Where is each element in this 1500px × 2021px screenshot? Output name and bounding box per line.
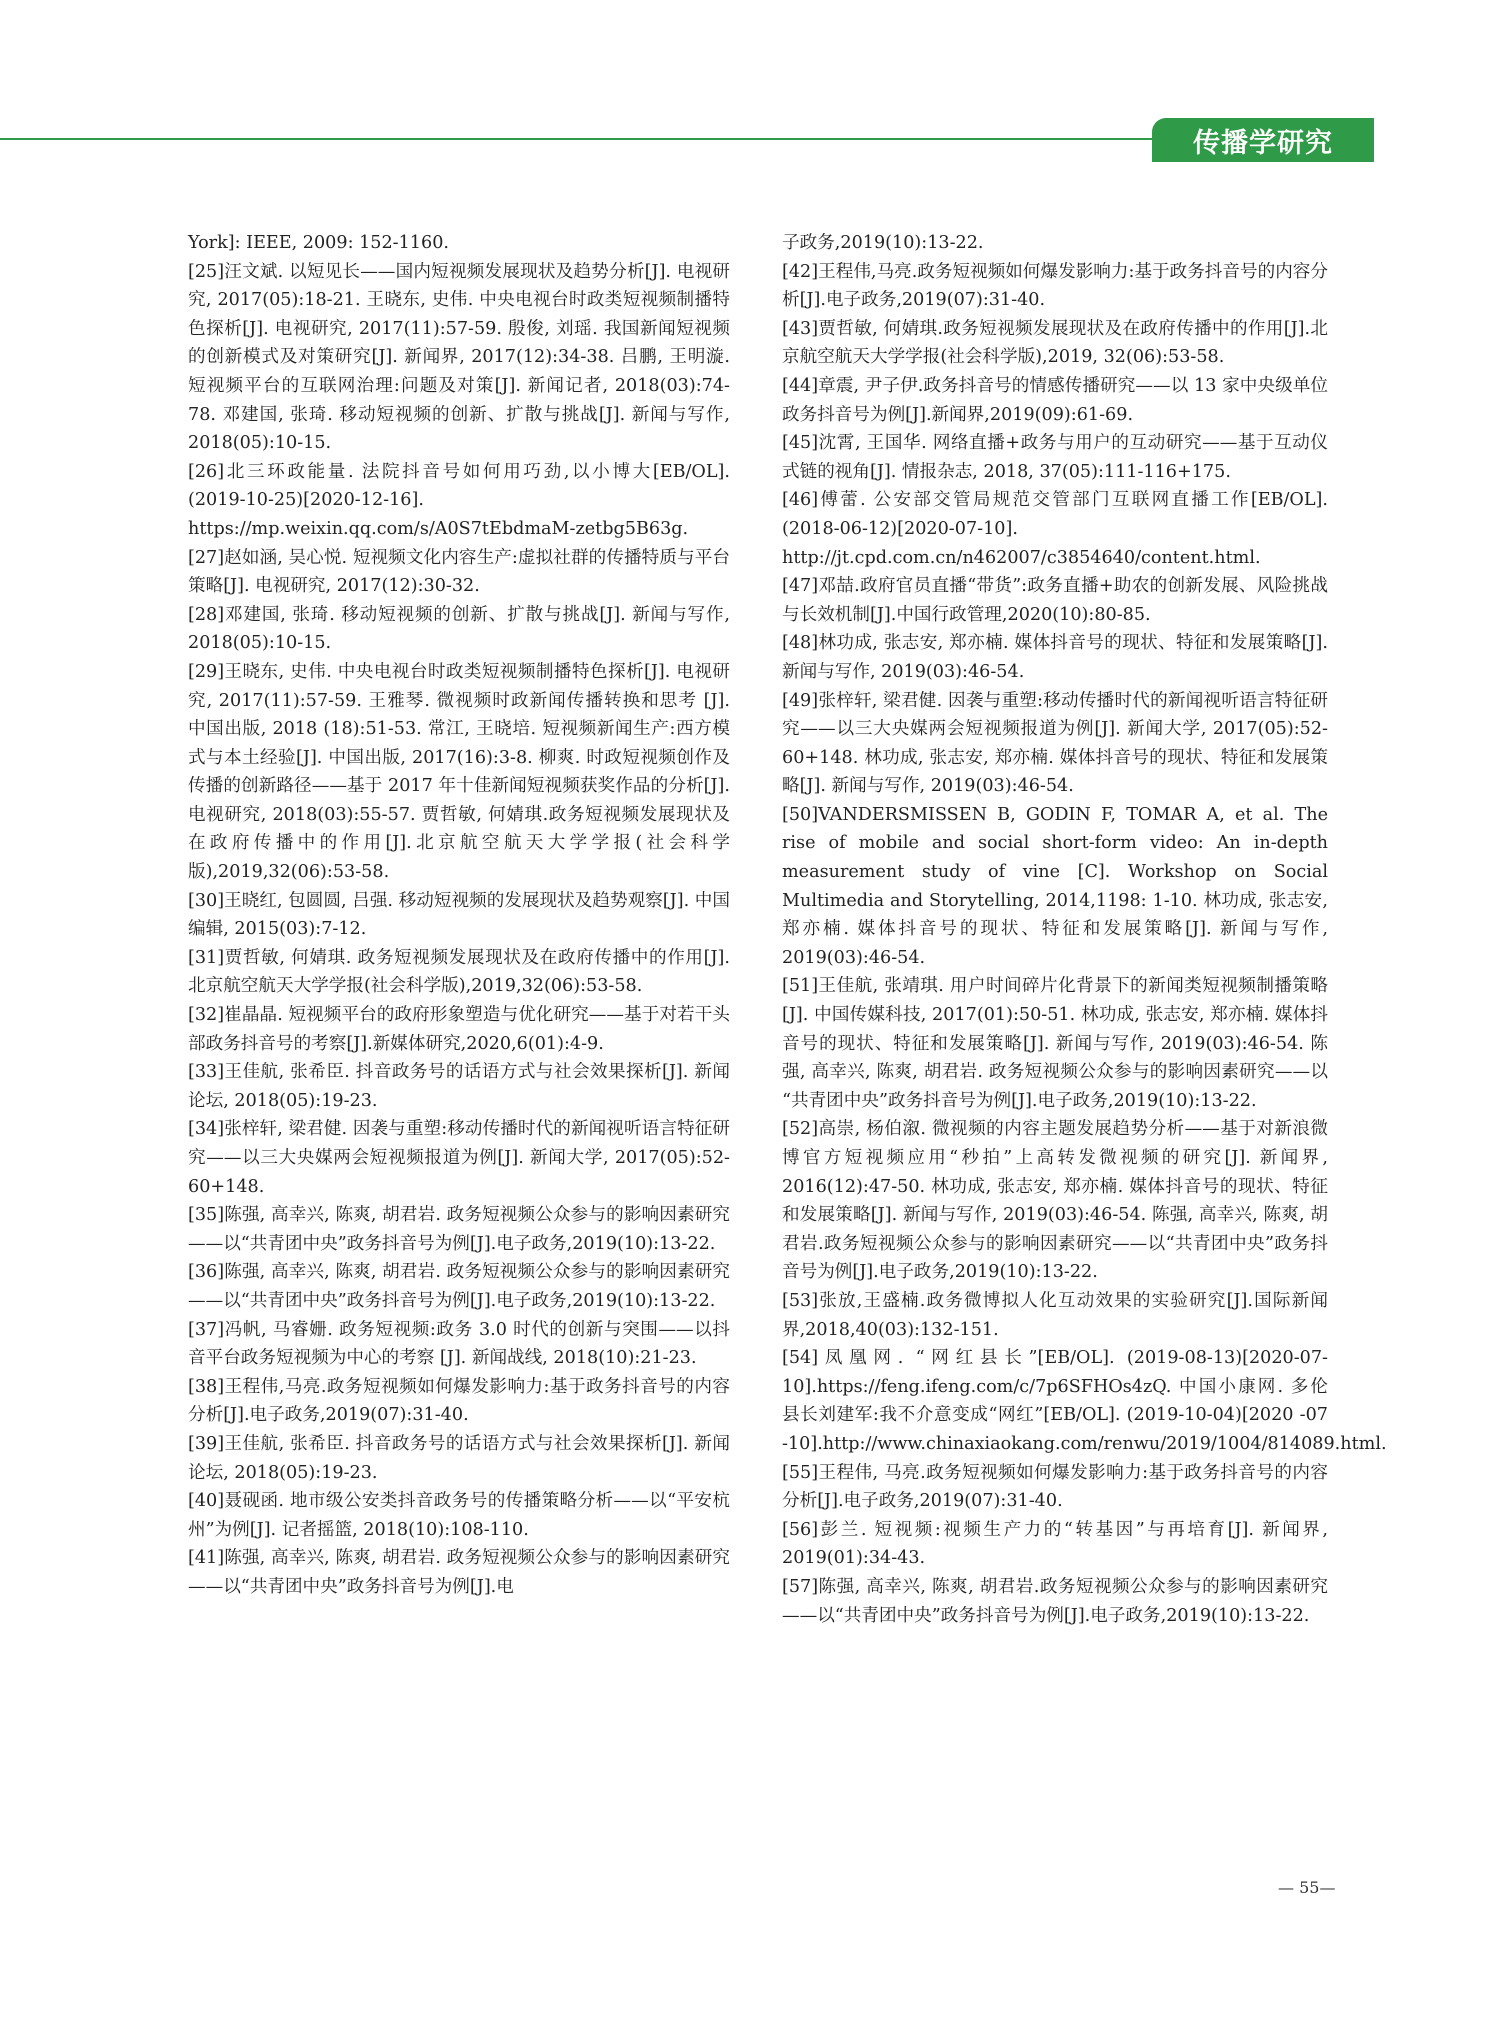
page-number: — 55— [1278, 1878, 1336, 1897]
reference-item: [38]王程伟,马亮.政务短视频如何爆发影响力:基于政务抖音号的内容分析[J].电子政务,2019(07):31-40. [188, 1376, 730, 1426]
reference-item: [33]王佳航, 张希臣. 抖音政务号的话语方式与社会效果探析[J]. 新闻论坛, 2018(05):19-23. [188, 1062, 730, 1111]
reference-item: [39]王佳航, 张希臣. 抖音政务号的话语方式与社会效果探析[J]. 新闻论坛, 2018(05):19-23. [188, 1433, 730, 1483]
reference-item: [28]邓建国, 张琦. 移动短视频的创新、扩散与挑战[J]. 新闻与写作, 2018(05):10-15. [188, 604, 730, 654]
references-left-column [188, 229, 730, 1602]
reference-item: [51]王佳航, 张靖琪. 用户时间碎片化背景下的新闻类短视频制播策略[J]. 中国传媒科技, 2017(01):50-51. 林功成, 张志安, 郑亦楠. 媒体抖音号的现状、特征和发展策略[J]. 新闻与写作, 2019(03):46-54. 陈强, 高幸兴, 陈爽, 胡君岩. 政务短视频公众参与的影响因素研究——以 “共青团中央”政务抖音号为例[J].电子政务,2019(10):13-22. [782, 976, 1328, 1111]
reference-item: [36]陈强, 高幸兴, 陈爽, 胡君岩. 政务短视频公众参与的影响因素研究——以“共青团中央”政务抖音号为例[J].电子政务,2019(10):13-22. [188, 1262, 730, 1311]
reference-item: [43]贾哲敏, 何婧琪.政务短视频发展现状及在政府传播中的作用[J].北京航空航天大学学报(社会科学版),2019, 32(06):53-58. [782, 318, 1328, 368]
reference-item: [31]贾哲敏, 何婧琪. 政务短视频发展现状及在政府传播中的作用[J].北京航空航天大学学报(社会科学版),2019,32(06):53-58. [188, 947, 730, 997]
reference-item: [44]章震, 尹子伊.政务抖音号的情感传播研究——以 13 家中央级单位政务抖音号为例[J].新闻界,2019(09):61-69. [782, 375, 1328, 425]
reference-item: [32]崔晶晶. 短视频平台的政府形象塑造与优化研究——基于对若干头部政务抖音号的考察[J].新媒体研究,2020,6(01):4-9. [188, 1005, 730, 1054]
reference-item: [50]VANDERSMISSEN B, GODIN F, TOMAR A, et al. The rise of mobile and social short-form video: An in-depth measurement study of vine [C]. Workshop on Social Multimedia and Storytelling, 2014,1198: 1-10. 林功成, 张志安,郑亦楠. 媒体抖音号的现状、特征和发展策略[J]. 新闻与写作, 2019(03):46-54. [782, 804, 1328, 968]
references-right-column [782, 229, 1387, 1630]
reference-item: [25]汪文斌. 以短见长——国内短视频发展现状及趋势分析[J]. 电视研究, 2017(05):18-21. 王晓东, 史伟. 中央电视台时政类短视频制播特色探析[J]. 电视研究, 2017(11):57-59. 殷俊, 刘瑶. 我国新闻短视频的创新模式及对策研究[J]. 新闻界, 2017(12):34-38. 吕鹏, 王明漩. 短视频平台的互联网治理:问题及对策[J]. 新闻记者, 2018(03):74-78. 邓建国, 张琦. 移动短视频的创新、扩散与挑战[J]. 新闻与写作, 2018(05):10-15. [188, 261, 730, 454]
reference-item: [52]高崇, 杨伯溆. 微视频的内容主题发展趋势分析——基于对新浪微博官方短视频应用“秒拍”上高转发微视频的研究[J]. 新闻界, 2016(12):47-50. 林功成, 张志安, 郑亦楠. 媒体抖音号的现状、特征和发展策略[J]. 新闻与写作, 2019(03):46-54. 陈强, 高幸兴, 陈爽, 胡君岩.政务短视频公众参与的影响因素研究——以“共青团中央”政务抖音号为例[J].电子政务,2019(10):13-22. [782, 1119, 1328, 1283]
reference-item: [42]王程伟,马亮.政务短视频如何爆发影响力:基于政务抖音号的内容分析[J].电子政务,2019(07):31-40. [782, 261, 1328, 311]
reference-item: [27]赵如涵, 吴心悦. 短视频文化内容生产:虚拟社群的传播特质与平台策略[J]. 电视研究, 2017(12):30-32. [188, 547, 730, 597]
reference-item: [29]王晓东, 史伟. 中央电视台时政类短视频制播特色探析[J]. 电视研究, 2017(11):57-59. 王雅琴. 微视频时政新闻传播转换和思考 [J]. 中国出版, 2018 (18):51-53. 常江, 王晓培. 短视频新闻生产:西方模式与本土经验[J]. 中国出版, 2017(16):3-8. 柳爽. 时政短视频创作及传播的创新路径——基于 2017 年十佳新闻短视频获奖作品的分析[J]. 电视研究, 2018(03):55-57. 贾哲敏, 何婧琪.政务短视频发展现状及在政府传播中的作用[J].北京航空航天大学学报(社会科学版),2019,32(06):53-58. [188, 661, 730, 883]
reference-item: [49]张梓轩, 梁君健. 因袭与重塑:移动传播时代的新闻视听语言特征研究——以三大央媒两会短视频报道为例[J]. 新闻大学, 2017(05):52-60+148. 林功成, 张志安, 郑亦楠. 媒体抖音号的现状、特征和发展策略[J]. 新闻与写作, 2019(03):46-54. [782, 690, 1328, 797]
reference-item: [55]王程伟, 马亮.政务短视频如何爆发影响力:基于政务抖音号的内容分析[J].电子政务,2019(07):31-40. [782, 1462, 1328, 1512]
reference-item: [37]冯帆, 马睿姗. 政务短视频:政务 3.0 时代的创新与突围——以抖音平台政务短视频为中心的考察 [J]. 新闻战线, 2018(10):21-23. [188, 1319, 730, 1369]
reference-item: [35]陈强, 高幸兴, 陈爽, 胡君岩. 政务短视频公众参与的影响因素研究——以“共青团中央”政务抖音号为例[J].电子政务,2019(10):13-22. [188, 1205, 730, 1254]
reference-item: [47]邓喆.政府官员直播“带货”:政务直播+助农的创新发展、风险挑战与长效机制[J].中国行政管理,2020(10):80-85. [782, 576, 1328, 625]
reference-item: York]: IEEE, 2009: 152-1160. [188, 233, 449, 253]
reference-item: [57]陈强, 高幸兴, 陈爽, 胡君岩.政务短视频公众参与的影响因素研究——以“共青团中央”政务抖音号为例[J].电子政务,2019(10):13-22. [782, 1576, 1328, 1626]
reference-item: [34]张梓轩, 梁君健. 因袭与重塑:移动传播时代的新闻视听语言特征研究——以三大央媒两会短视频报道为例[J]. 新闻大学, 2017(05):52-60+148. [188, 1119, 730, 1197]
reference-item: [54]凤凰网. “网红县长”[EB/OL]. (2019-08-13)[2020-07-10].https://feng.ifeng.com/c/7p6SFHOs4zQ. 中国小康网. 多伦县长刘建军:我不介意变成“网红”[EB/OL]. (2019-10-04)[2020 -07 -10].http://www.chinaxiaokang.com/renwu/2019/1004/814089.html. [782, 1348, 1387, 1454]
reference-item: [26]北三环政能量. 法院抖音号如何用巧劲,以小博大[EB/OL]. (2019-10-25)[2020-12-16]. https://mp.weixin.qq.com/s/A0S7tEbdmaM-zetbg5B63g. [188, 461, 730, 539]
reference-item: 子政务,2019(10):13-22. [782, 233, 984, 253]
reference-item: [56]彭兰. 短视频:视频生产力的“转基因”与再培育[J]. 新闻界, 2019(01):34-43. [782, 1519, 1328, 1569]
reference-item: [30]王晓红, 包圆圆, 吕强. 移动短视频的发展现状及趋势观察[J]. 中国编辑, 2015(03):7-12. [188, 890, 730, 940]
reference-item: [45]沈霄, 王国华. 网络直播+政务与用户的互动研究——基于互动仪式链的视角[J]. 情报杂志, 2018, 37(05):111-116+175. [782, 433, 1328, 482]
reference-item: [40]聂砚函. 地市级公安类抖音政务号的传播策略分析——以“平安杭州”为例[J]. 记者摇篮, 2018(10):108-110. [188, 1491, 730, 1540]
reference-item: [41]陈强, 高幸兴, 陈爽, 胡君岩. 政务短视频公众参与的影响因素研究——以“共青团中央”政务抖音号为例[J].电 [188, 1548, 730, 1597]
reference-item: [48]林功成, 张志安, 郑亦楠. 媒体抖音号的现状、特征和发展策略[J]. 新闻与写作, 2019(03):46-54. [782, 633, 1328, 682]
reference-item: [46]傅蕾. 公安部交管局规范交管部门互联网直播工作[EB/OL]. (2018-06-12)[2020-07-10]. http://jt.cpd.com.cn/n462007/c3854640/content.html. [782, 490, 1328, 568]
reference-item: [53]张放,王盛楠.政务微博拟人化互动效果的实验研究[J].国际新闻界,2018,40(03):132-151. [782, 1290, 1328, 1340]
section-title: 传播学研究 [1152, 118, 1374, 162]
